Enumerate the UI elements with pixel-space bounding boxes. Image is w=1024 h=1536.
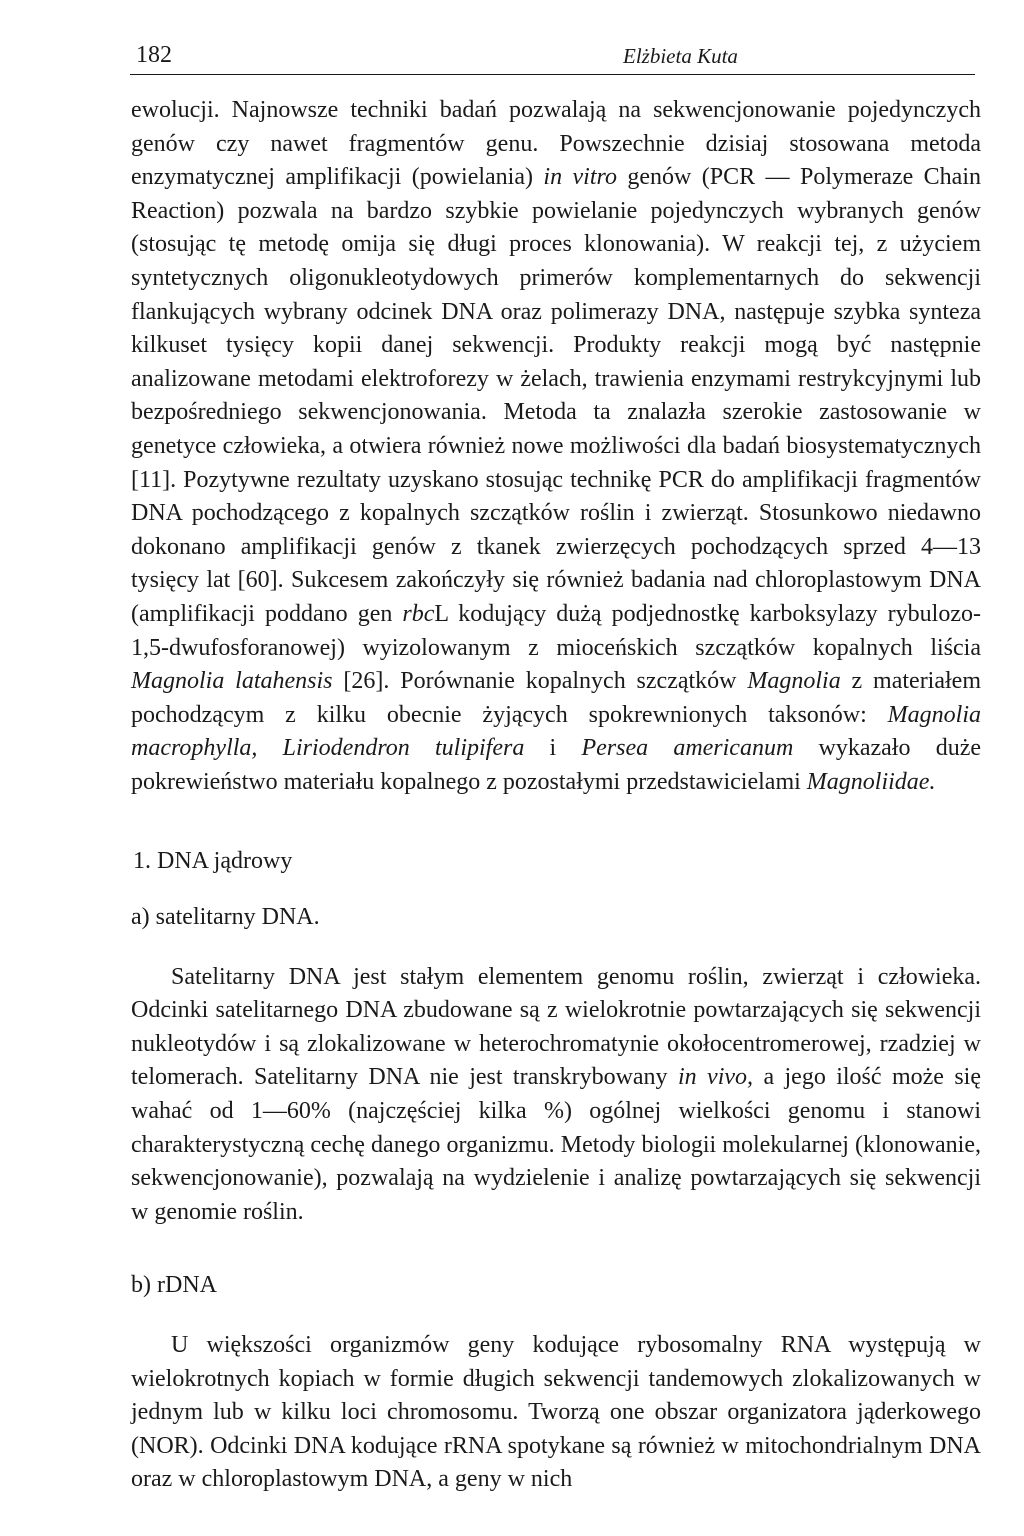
paragraph-satellite-dna <box>131 961 981 1230</box>
paragraph-rdna <box>131 1329 981 1497</box>
italic-text-run: rbc <box>402 600 435 627</box>
heading-rdna: b) rDNA <box>131 1272 217 1299</box>
italic-text-run: in vitro <box>543 164 617 191</box>
text-run: genów (PCR — Polymeraze Chain Reaction) pozwala na bardzo szybkie powielanie pojedynczych wybranych genów (stosując tę metodę omija się długi proces klonowania). W reakcji tej, z użyciem syntetycznych oligonukleotydowych primerów komplementarnych do sekwencji flankujących wybrany odcinek DNA oraz polimerazy DNA, następuje szybka synteza kilkuset tysięcy kopii danej sekwencji. Produkty reakcji mogą być następnie analizowane metodami elektroforezy w żelach, trawienia enzymami restrykcyjnymi lub bezpośredniego sekwencjonowania. Metoda ta znalazła szerokie zastosowanie w genetyce człowieka, a otwiera również nowe możliwości dla badań biosystematycznych [11]. Pozytywne rezultaty uzyskano stosując technikę PCR do amplifikacji fragmentów DNA pochodzącego z kopalnych szczątków roślin i zwierząt. Stosunkowo niedawno dokonano amplifikacji genów z tkanek zwierzęcych pochodzących sprzed 4—13 tysięcy lat [60]. Sukcesem zakończyły się również badania nad chloroplastowym DNA (amplifikacji poddano gen <box>131 164 982 627</box>
text-run: [26]. Porównanie kopalnych szczątków <box>332 668 748 695</box>
italic-text-run: Magnolia latahensis <box>131 668 333 695</box>
text-run: U większości organizmów geny kodujące rybosomalny RNA występują w wielokrotnych kopiach w formie długich sekwencji tandemowych zlokalizowanych w jednym lub w kilku loci chromosomu. Tworzą one obszar organizatora jąderkowego (NOR). Odcinki DNA kodujące rRNA spotykane są również w mitochondrialnym DNA oraz w chloroplastowym DNA, a geny w nich <box>131 1332 981 1493</box>
page-number: 182 <box>136 42 172 68</box>
text-run: a jego ilość może się wahać od 1—60% (najczęściej kilka %) ogólnej wielkości genomu i stanowi charakterystyczną cechę danego organizmu. Metody biologii molekularnej (klonowanie, sekwencjonowanie), pozwalają na wydzielenie i analizę powtarzających się sekwencji w genomie roślin. <box>131 1064 982 1225</box>
heading-satellite-dna: a) satelitarny DNA. <box>131 904 320 931</box>
text-run: L kodujący dużą podjednostkę karboksylazy rybulozo-1,5-dwufosforanowej) wyizolowanym z mioceńskich szczątków kopalnych liścia <box>131 600 981 661</box>
text-run: ewolucji. Najnowsze techniki badań pozwalają na sekwencjonowanie pojedynczych genów czy nawet fragmentów genu. Powszechnie dzisiaj stosowana metoda enzymatycznej amplifikacji (powielania) <box>131 97 981 191</box>
running-head-author: Elżbieta Kuta <box>623 44 738 68</box>
body-text <box>131 94 981 1497</box>
page-header <box>130 40 975 75</box>
text-run: z materiałem pochodzącym z kilku obecnie żyjących spokrewnionych taksonów: <box>131 668 981 728</box>
italic-text-run: Magnolia macrophylla, Liriodendron tulipifera <box>131 701 981 762</box>
italic-text-run: in vivo, <box>677 1064 754 1091</box>
italic-text-run: Magnoliidae. <box>806 768 936 795</box>
heading-nuclear-dna: 1. DNA jądrowy <box>133 848 293 875</box>
paragraph-pcr-methods <box>131 94 981 799</box>
italic-text-run: Persea americanum <box>581 735 794 762</box>
text-run: i <box>524 735 582 762</box>
text-run: wykazało duże pokrewieństwo materiału kopalnego z pozostałymi przedstawicielami <box>131 735 982 795</box>
italic-text-run: Magnolia <box>747 668 841 695</box>
text-run: Satelitarny DNA jest stałym elementem genomu roślin, zwierząt i człowieka. Odcinki satelitarnego DNA zbudowane są z wielokrotnie powtarzających się sekwencji nukleotydów i są zlokalizowane w heterochromatynie okołocentromerowej, rzadziej w telomerach. Satelitarny DNA nie jest transkrybowany <box>131 963 981 1091</box>
